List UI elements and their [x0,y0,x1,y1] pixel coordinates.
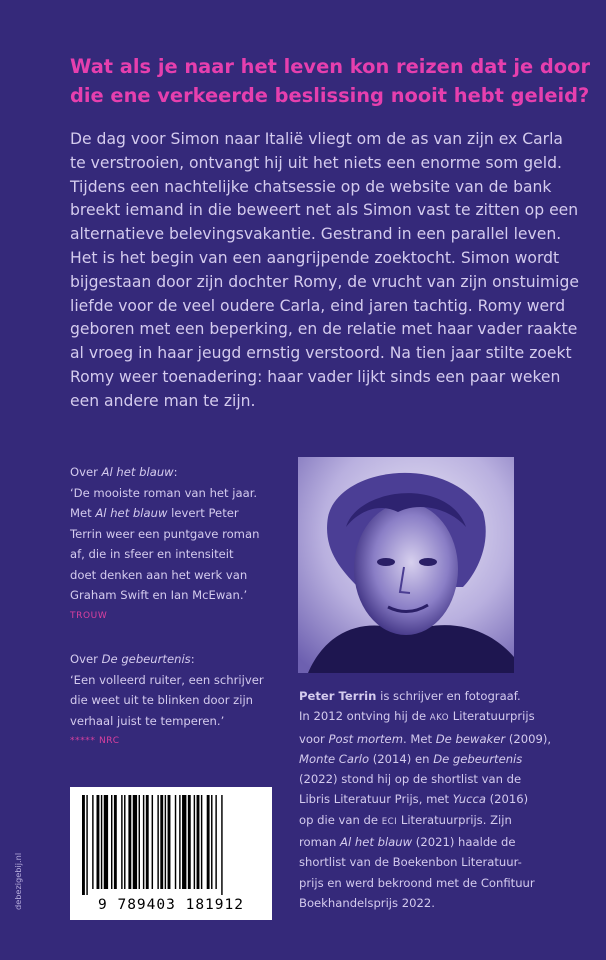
quote-source: TROUW [70,610,108,621]
headline-line: Wat als je naar het leven kon reizen dat je door [70,55,591,78]
barcode-bar [101,795,102,889]
quote-line: af, die in sfeer en intensiteit [70,547,234,561]
publisher-url: debezigebij.nl [13,852,23,910]
review-quote-de-gebeurtenis [70,649,295,752]
barcode-bar [168,795,171,889]
barcode-bar [121,795,122,889]
barcode-bar [139,795,140,889]
bio-line: In 2012 ontving hij de AKO Literatuurprijs [299,709,535,724]
barcode-bar [179,795,180,889]
quote-line: Graham Swift en Ian McEwan.’ [70,588,248,602]
barcode-bar [182,795,186,889]
book-title: De gebeurtenis [101,652,191,666]
barcode-bar [207,795,210,889]
barcode-bar [143,795,144,889]
barcode-bar [160,795,163,889]
barcode-bars [70,795,272,905]
author-name: Peter Terrin [299,689,377,703]
synopsis-line: een andere man te zijn. [70,391,256,410]
author-photo [298,457,514,673]
barcode-bar [114,795,117,889]
barcode-bar [104,795,108,889]
author-portrait-icon [298,457,514,673]
barcode-bar [188,795,191,889]
rating-stars: ***** [70,736,96,746]
barcode-bar [211,795,212,889]
quote-line: doet denken aan het werk van [70,567,248,582]
author-bio [299,686,599,913]
barcode-bar [146,795,149,889]
bio-line: op die van de ECI Literatuurprijs. Zijn [299,812,512,827]
synopsis [70,128,600,414]
synopsis-line: Het is het begin van een aangrijpende zoektocht. Simon wordt [70,248,560,267]
book-title: Al het blauw [101,465,174,479]
quote-line: Terrin weer een puntgave roman [70,526,260,541]
barcode-bar [165,795,166,889]
quote-line: ‘Een volleerd ruiter, een schrijver [70,672,264,687]
bio-line: Boekhandelsprijs 2022. [299,895,435,910]
synopsis-line: bijgestaan door zijn dochter Romy, de vrucht van zijn onstuimige [70,272,579,291]
barcode-bar [215,795,216,889]
bio-line: voor Post mortem. Met De bewaker (2009), [299,731,552,746]
barcode-bar [133,795,137,889]
barcode-bar [157,795,158,889]
synopsis-line: alternatieve belevingsvakantie. Gestrand in een parallel leven. [70,225,562,244]
barcode-bar [194,795,195,889]
review-heading: Over De gebeurtenis: [70,652,195,666]
synopsis-line: De dag voor Simon naar Italië vliegt om de as van zijn ex Carla [70,130,563,148]
barcode-bar [97,795,100,889]
barcode-bar [201,795,202,889]
synopsis-line: al vroeg in haar jeugd ernstig verstoord. Na tien jaar stilte zoekt [70,344,572,363]
quote-source: ***** NRC [70,736,120,746]
barcode-bar [197,795,200,889]
synopsis-line: breekt iemand in die beweert net als Simon vast te zitten op een [70,201,579,220]
barcode-bar [82,795,85,895]
quote-line: verhaal juist te temperen.’ [70,713,225,728]
barcode-bar [152,795,153,889]
barcode-bar [111,795,112,889]
headline [70,52,590,110]
quote-line: Met Al het blauw levert Peter [70,506,239,520]
bio-line: Monte Carlo (2014) en De gebeurtenis [299,751,523,766]
barcode-bar [124,795,125,889]
bio-line: (2022) stond hij op de shortlist van de [299,772,522,787]
review-heading: Over Al het blauw: [70,465,178,479]
quote-line: die weet uit te blinken door zijn [70,693,254,707]
quote-line: ‘De mooiste roman van het jaar. [70,485,258,500]
bio-line: prijs en werd bekroond met de Confituur [299,875,535,890]
barcode-bar [92,795,93,889]
synopsis-line: geboren met een beperking, en de relatie met haar vader raakte [70,320,578,339]
bio-line: shortlist van de Boekenbon Literatuur- [299,855,522,870]
synopsis-line: te verstrooien, ontvangt hij uit het niets een enorme som geld. [70,153,562,172]
barcode-bar [86,795,87,895]
review-quote-al-het-blauw [70,462,295,626]
isbn-number: 9 789403 181912 [98,897,244,913]
synopsis-line: Romy weer toenadering: haar vader lijkt sinds een paar weken [70,367,561,386]
headline-line: die ene verkeerde beslissing nooit hebt geleid? [70,84,590,107]
isbn-barcode [70,787,272,920]
bio-line: Libris Literatuur Prijs, met Yucca (2016) [299,792,529,807]
synopsis-line: Tijdens een nachtelijke chatsessie op de website van de bank [70,177,552,196]
synopsis-line: liefde voor de veel oudere Carla, eind jaren tachtig. Romy werd [70,296,566,315]
bio-line: roman Al het blauw (2021) haalde de [299,835,516,850]
bio-line: Peter Terrin is schrijver en fotograaf. [299,689,521,703]
barcode-bar [175,795,176,889]
barcode-bar [221,795,222,895]
barcode-bar [128,795,131,889]
